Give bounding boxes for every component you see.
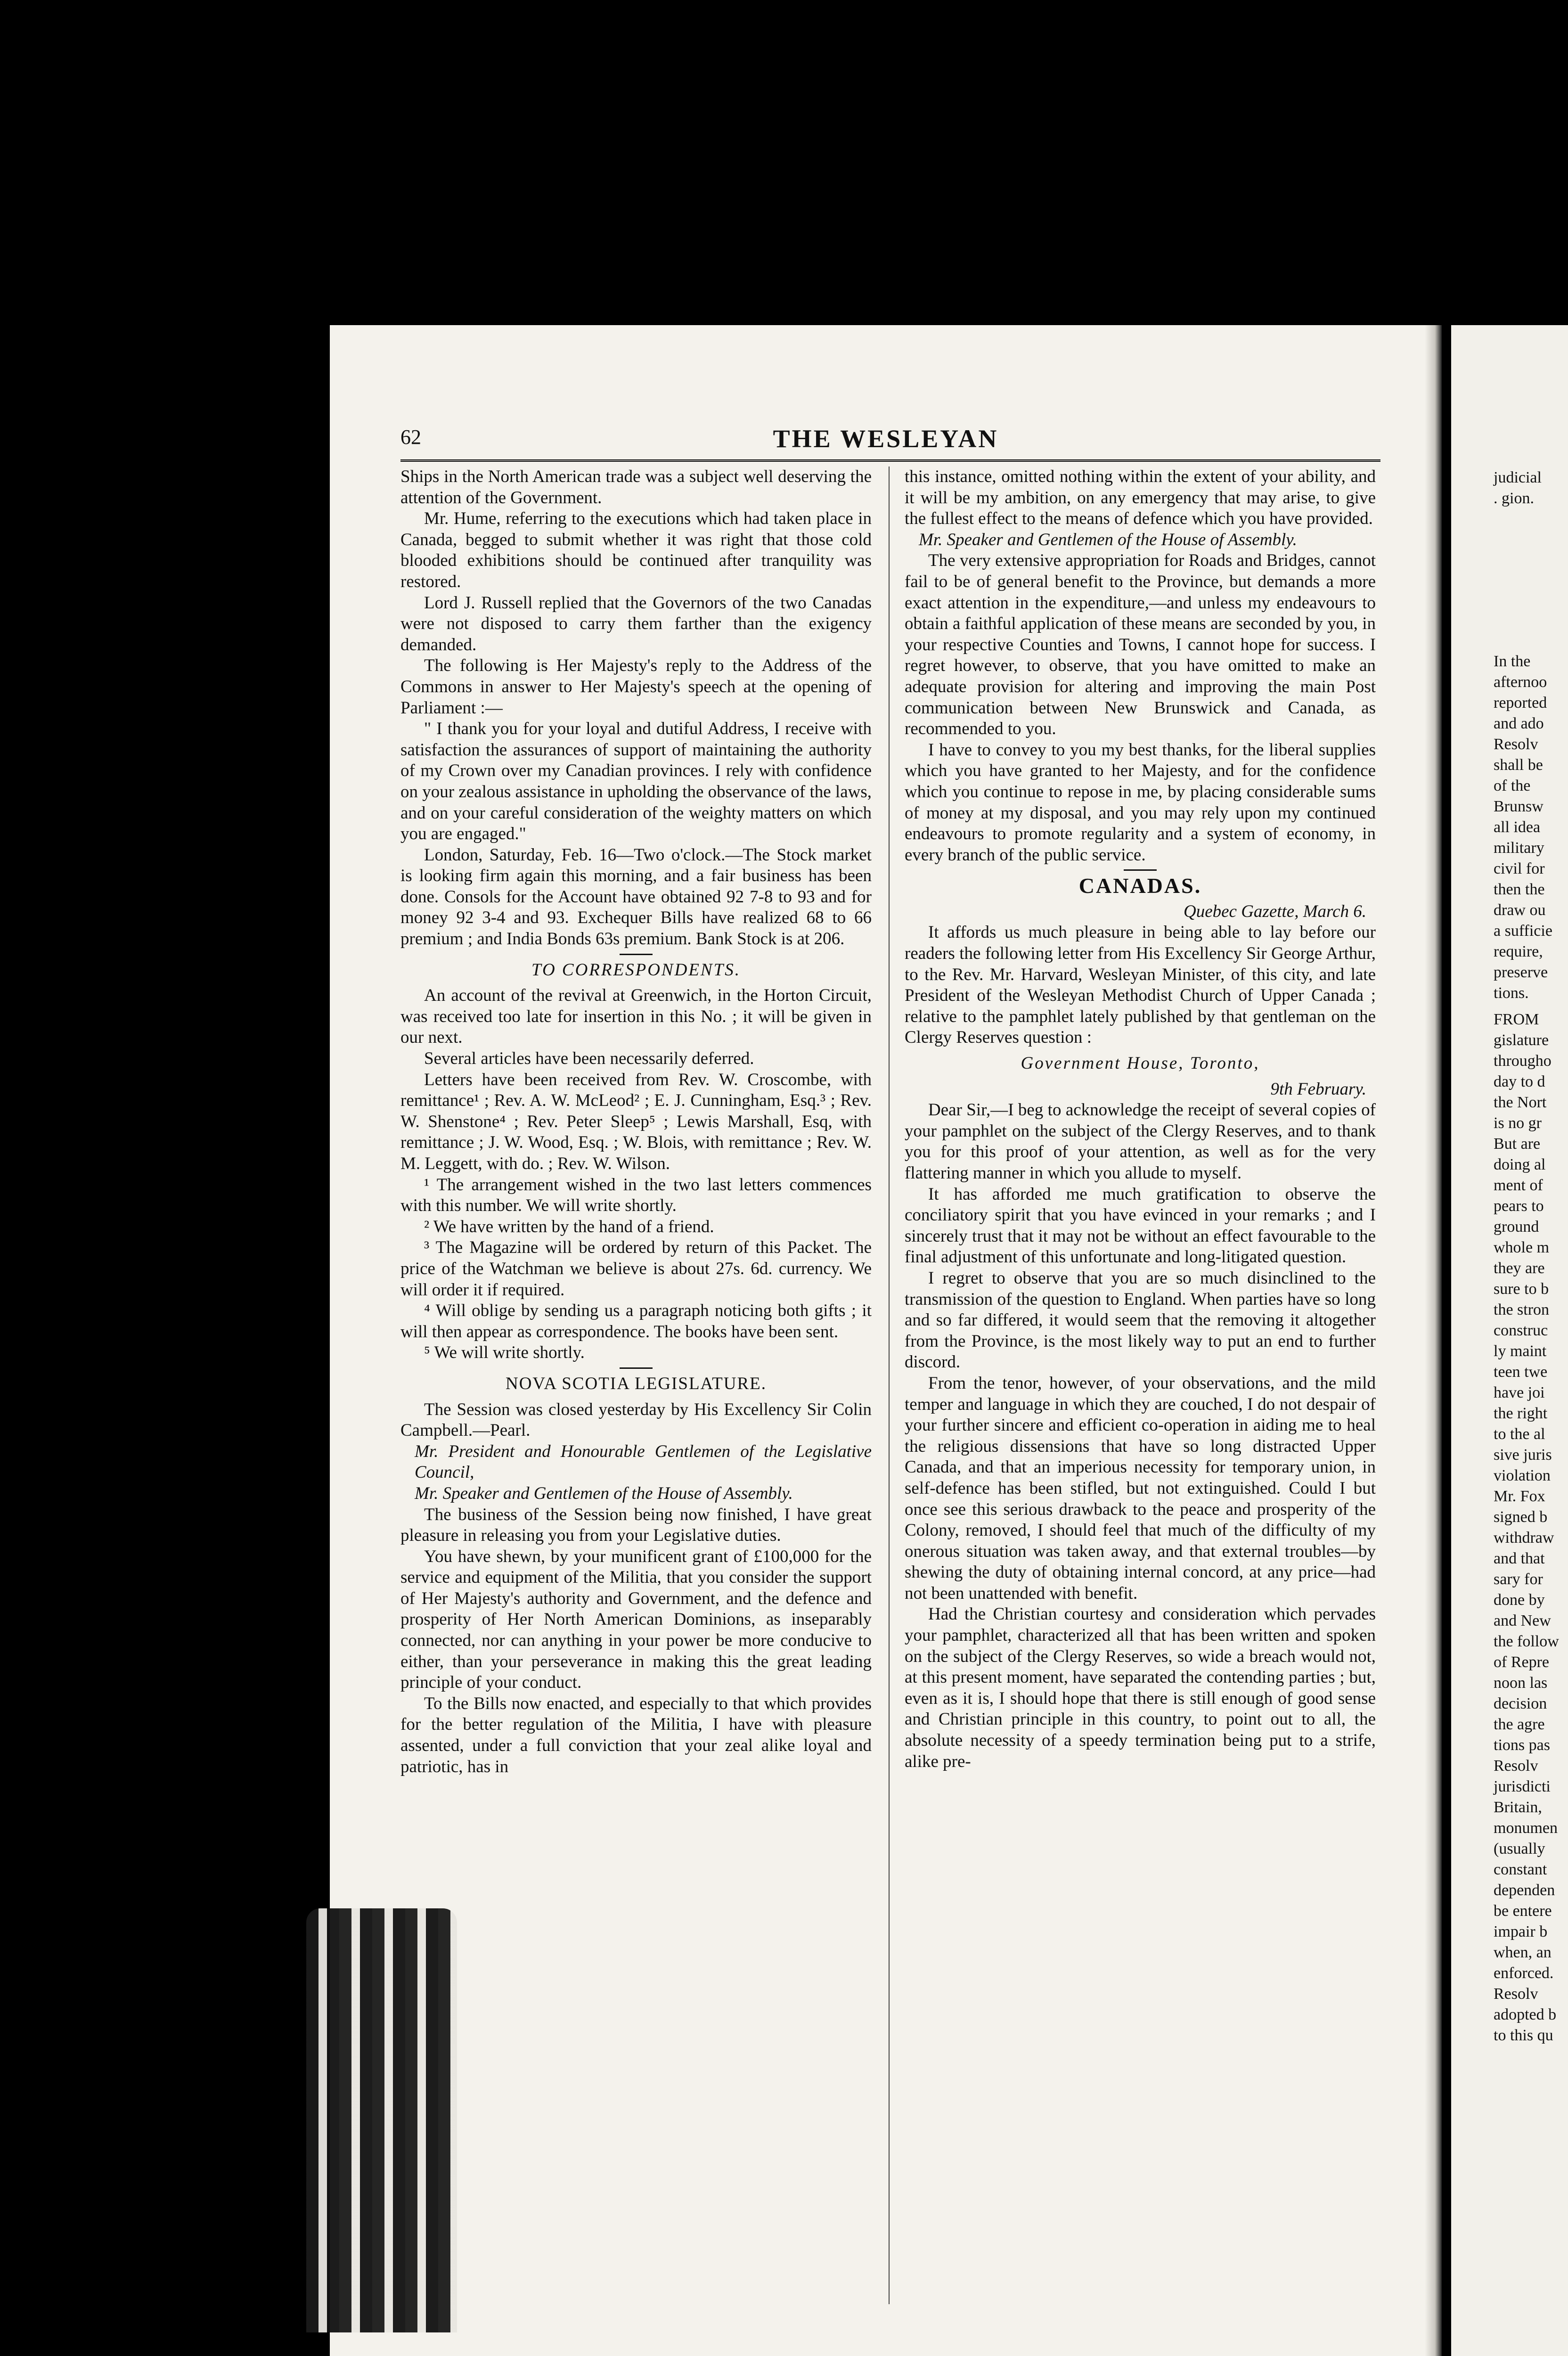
facing-page-line: FROM bbox=[1494, 1011, 1539, 1028]
header-rule bbox=[400, 459, 1380, 462]
address-line: Mr. Speaker and Gentlemen of the House of Assembly. bbox=[415, 1483, 793, 1503]
facing-page-line: and ado bbox=[1494, 715, 1544, 732]
column-divider bbox=[889, 466, 890, 2304]
paragraph: Mr. Hume, referring to the executions which had taken place in Canada, begged to submit whether it was right that those cold blooded exhibitions should be continued after tranquility was restored. bbox=[400, 509, 872, 591]
paragraph: this instance, omitted nothing within the extent of your ability, and it will be my ambition, on any emergency that may arise, to give the fullest effect to the means of defence which you have provided. bbox=[905, 467, 1376, 529]
paragraph: Had the Christian courtesy and consideration which pervades your pamphlet, characterized all that has been written and spoken on the subject of the Clergy Reserves, so wide a breach would not, at this present moment, have separated the contending parties ; but, even as it is, I should hope that there is still enough of good sense and Christian principle in this country, to point out to all, the absolute necessity of a speedy termination being put to a strife, alike pre- bbox=[905, 1604, 1376, 1771]
facing-page-line: civil for bbox=[1494, 860, 1545, 877]
facing-page-line: constant bbox=[1494, 1861, 1547, 1878]
facing-page-line: judicial bbox=[1494, 469, 1542, 486]
facing-page-line: Britain, bbox=[1494, 1799, 1542, 1816]
footnote: ⁴ Will oblige by sending us a paragraph noticing both gifts ; it will then appear as correspondence. The books have been sent. bbox=[400, 1301, 872, 1342]
paragraph: It affords us much pleasure in being able to lay before our readers the following letter from His Excellency Sir George Arthur, to the Rev. Mr. Harvard, Wesleyan Minister, of this city, and late President of the Wesleyan Methodist Church of Upper Canada ; relative to the pamphlet lately published by that gentleman on the Clergy Reserves question : bbox=[905, 923, 1376, 1047]
facing-page-line: signed b bbox=[1494, 1508, 1548, 1526]
facing-page-line: tions. bbox=[1494, 984, 1529, 1002]
quoted-reply: " I thank you for your loyal and dutiful Address, I receive with satisfaction the assurances of support of maintaining the authority of my Crown over my Canadian provinces. I rely with confidence on your zealous assistance in upholding the observance of the laws, and on your careful consideration of the weighty matters on which you are engaged." bbox=[400, 719, 872, 844]
facing-page-line: dependen bbox=[1494, 1882, 1555, 1899]
facing-page-line: withdraw bbox=[1494, 1529, 1554, 1546]
facing-page-line: Resolv bbox=[1494, 1985, 1538, 2003]
paragraph: Dear Sir,—I beg to acknowledge the receipt of several copies of your pamphlet on the subject of the Clergy Reserves, and to thank you for this proof of your attention, as well as for the very flattering manner in which you allude to myself. bbox=[905, 1100, 1376, 1183]
facing-page-line: doing al bbox=[1494, 1156, 1546, 1173]
footnote: ² We have written by the hand of a friend. bbox=[424, 1217, 714, 1236]
paragraph: The following is Her Majesty's reply to the Address of the Commons in answer to Her Majesty's speech at the opening of Parliament :— bbox=[400, 656, 872, 718]
facing-page-line: sary for bbox=[1494, 1571, 1543, 1588]
facing-page-line: reported bbox=[1494, 694, 1547, 712]
scan-border bbox=[0, 0, 330, 2356]
facing-page-line: be entere bbox=[1494, 1902, 1552, 1920]
facing-page-line: But are bbox=[1494, 1135, 1541, 1153]
right-column bbox=[905, 466, 1376, 1772]
facing-page-line: the stron bbox=[1494, 1301, 1550, 1318]
section-rule bbox=[620, 1367, 653, 1369]
facing-page-line: sure to b bbox=[1494, 1280, 1549, 1298]
facing-page-line: is no gr bbox=[1494, 1114, 1542, 1132]
facing-page-line: Brunsw bbox=[1494, 798, 1544, 815]
paragraph: You have shewn, by your munificent grant of £100,000 for the service and equipment of the Militia, that you consider the support of Her Majesty's authority and Government, and the defence and prosperity of Her North American Dominions, as inseparably connected, nor can anything in your power be more conducive to either, than your perseverance in making this the great leading principle of your conduct. bbox=[400, 1546, 872, 1693]
footnote: ¹ The arrangement wished in the two last letters commences with this number. We will write shortly. bbox=[400, 1175, 872, 1216]
paragraph: Letters have been received from Rev. W. Croscombe, with remittance¹ ; Rev. A. W. McLeod² ; E. J. Cunningham, Esq.³ ; Rev. W. Shenstone⁴ ; Rev. Peter Sleep⁵ ; Lewis Marshall, Esq, with remittance ; J. W. Wood, Esq. ; W. Blois, with remittance ; Rev. W. M. Leggett, with do. ; Rev. W. Wilson. bbox=[400, 1070, 872, 1173]
paragraph: It has afforded me much gratification to observe the conciliatory spirit that you have evinced in your remarks ; and I sincerely trust that it may not be without an effect favourable to the final adjustment of this unfortunate and long-litigated question. bbox=[905, 1184, 1376, 1267]
paragraph: Ships in the North American trade was a subject well deserving the attention of the Government. bbox=[400, 467, 872, 507]
paragraph: Several articles have been necessarily deferred. bbox=[424, 1049, 754, 1069]
paragraph: I have to convey to you my best thanks, for the liberal supplies which you have granted to her Majesty, and for the confidence which you continue to repose in me, by placing considerable sums of money at my disposal, and you may rely upon my continued endeavours to promote regularity and a system of economy, in every branch of the public service. bbox=[905, 740, 1376, 865]
paragraph: Lord J. Russell replied that the Governors of the two Canadas were not disposed to carry them farther than the exigency demanded. bbox=[400, 593, 872, 654]
facing-page-line: and that bbox=[1494, 1550, 1545, 1567]
facing-page-line: ground bbox=[1494, 1218, 1539, 1235]
letter-place: Government House, Toronto, bbox=[1021, 1054, 1260, 1073]
facing-page-line: the agre bbox=[1494, 1716, 1545, 1733]
facing-page-line: have joi bbox=[1494, 1384, 1545, 1401]
facing-page-line: teen twe bbox=[1494, 1363, 1548, 1381]
footnote: ³ The Magazine will be ordered by return of this Packet. The price of the Watchman we believe is about 27s. 6d. currency. We will order it if required. bbox=[400, 1238, 872, 1300]
facing-page-line: In the bbox=[1494, 653, 1531, 670]
newspaper-page bbox=[330, 325, 1442, 2356]
facing-page-line: the right bbox=[1494, 1405, 1548, 1422]
correspondents-heading: TO CORRESPONDENTS. bbox=[531, 960, 741, 980]
facing-page-line: gislature bbox=[1494, 1031, 1549, 1049]
facing-page-line: noon las bbox=[1494, 1674, 1548, 1692]
section-rule bbox=[620, 954, 653, 955]
facing-page-line: to the al bbox=[1494, 1425, 1545, 1443]
running-head: THE WESLEYAN bbox=[773, 425, 999, 453]
facing-page-line: the follow bbox=[1494, 1633, 1559, 1650]
facing-page-line: then the bbox=[1494, 881, 1545, 898]
paragraph: I regret to observe that you are so much disinclined to the transmission of the question to England. When parties have so long and so far differed, it would seem that the removing it altogether from the Province, is the most likely way to put an end to further discord. bbox=[905, 1268, 1376, 1372]
facing-page-line: done by bbox=[1494, 1591, 1545, 1609]
facing-page-line: all idea bbox=[1494, 818, 1541, 836]
facing-page-line: draw ou bbox=[1494, 901, 1546, 919]
facing-page-line: jurisdicti bbox=[1494, 1778, 1551, 1795]
facing-page-line: to this qu bbox=[1494, 2027, 1553, 2044]
facing-page-line: shall be bbox=[1494, 756, 1543, 774]
left-column bbox=[400, 466, 872, 1777]
facing-page-line: tions pas bbox=[1494, 1736, 1550, 1754]
legislature-heading: NOVA SCOTIA LEGISLATURE. bbox=[505, 1374, 767, 1393]
facing-page-line: the Nort bbox=[1494, 1094, 1547, 1111]
facing-page-line: . gion. bbox=[1494, 490, 1534, 507]
page-number: 62 bbox=[400, 425, 421, 449]
address-line: Mr. Speaker and Gentlemen of the House of Assembly. bbox=[919, 530, 1297, 549]
facing-page-line: a sufficie bbox=[1494, 922, 1552, 940]
section-rule bbox=[1124, 869, 1157, 871]
paragraph: The business of the Session being now finished, I have great pleasure in releasing you from your Legislative duties. bbox=[400, 1505, 872, 1546]
facing-page-line: day to d bbox=[1494, 1073, 1545, 1090]
facing-page-line: preserve bbox=[1494, 964, 1548, 981]
facing-page-line: and New bbox=[1494, 1612, 1551, 1629]
facing-page-line: enforced. bbox=[1494, 1964, 1554, 1982]
facing-page-line: construc bbox=[1494, 1322, 1548, 1339]
paragraph: To the Bills now enacted, and especially to that which provides for the better regulation of the Militia, I have with pleasure assented, under a full conviction that your zeal alike loyal and patriotic, has in bbox=[400, 1693, 872, 1776]
facing-page-line: ly maint bbox=[1494, 1342, 1547, 1360]
facing-page-line: of the bbox=[1494, 777, 1531, 794]
facing-page-line: monumen bbox=[1494, 1819, 1558, 1837]
book-binding bbox=[306, 1908, 457, 2332]
facing-page-line: military bbox=[1494, 839, 1544, 857]
facing-page-line: pears to bbox=[1494, 1197, 1544, 1215]
facing-page-line: (usually bbox=[1494, 1840, 1545, 1857]
source-line: Quebec Gazette, March 6. bbox=[1183, 901, 1366, 921]
paragraph: The very extensive appropriation for Roads and Bridges, cannot fail to be of general benefit to the Province, but demands a more exact attention in the expenditure,—and unless my endeavours to obtain a faithful application of these means are seconded by you, in your respective Counties and Towns, I cannot hope for success. I regret however, to observe, that you have omitted to make an adequate provision for altering and improving the main Post communication between New Brunswick and Canada, as recommended to you. bbox=[905, 551, 1376, 739]
facing-page-line: ment of bbox=[1494, 1177, 1543, 1194]
paragraph: From the tenor, however, of your observations, and the mild temper and language in which they are couched, I do not despair of your further sincere and efficient co-operation in aiding me to heal the religious dissensions that have so long distracted Upper Canada, and that an imperious necessity for temporary union, in self-defence has been stifled, but not extinguished. Could I but once see this serious drawback to the peace and prosperity of the Colony, removed, I should feel that much of the difficulty of my onerous situation was taken away, and that external troubles—by shewing the duty of obtaining internal concord, at any price—had not been unattended with benefit. bbox=[905, 1373, 1376, 1603]
facing-page-line: afternoo bbox=[1494, 673, 1547, 691]
letter-date: 9th February. bbox=[1270, 1079, 1366, 1099]
facing-page-line: when, an bbox=[1494, 1944, 1552, 1961]
facing-page-line: Resolv bbox=[1494, 1757, 1538, 1775]
paragraph: The Session was closed yesterday by His Excellency Sir Colin Campbell.—Pearl. bbox=[400, 1399, 872, 1440]
facing-page-line: require, bbox=[1494, 943, 1543, 960]
canadas-heading: CANADAS. bbox=[1078, 874, 1202, 898]
facing-page-line: they are bbox=[1494, 1260, 1545, 1277]
facing-page-line: decision bbox=[1494, 1695, 1547, 1712]
stock-report: London, Saturday, Feb. 16—Two o'clock.—The Stock market is looking firm again this morning, and a fair business has been done. Consols for the Account have obtained 92 7-8 to 93 and for money 92 3-4 and 93. Exchequer Bills have realized 68 to 66 premium ; and India Bonds 63s premium. Bank Stock is at 206. bbox=[400, 845, 872, 949]
facing-page-line: impair b bbox=[1494, 1923, 1548, 1940]
facing-page-line: Mr. Fox bbox=[1494, 1488, 1545, 1505]
facing-page-fragment bbox=[1451, 325, 1568, 2356]
facing-page-line: Resolv bbox=[1494, 736, 1538, 753]
facing-page-line: througho bbox=[1494, 1052, 1552, 1070]
paragraph: An account of the revival at Greenwich, in the Horton Circuit, was received too late for insertion in this No. ; it will be given in our next. bbox=[400, 986, 872, 1047]
facing-page-line: violation bbox=[1494, 1467, 1551, 1484]
facing-page-line: adopted b bbox=[1494, 2006, 1557, 2023]
footnote: ⁵ We will write shortly. bbox=[424, 1343, 585, 1363]
facing-page-line: whole m bbox=[1494, 1239, 1550, 1256]
facing-page-line: sive juris bbox=[1494, 1446, 1552, 1464]
address-line: Mr. President and Honourable Gentlemen of the Legislative Council, bbox=[415, 1441, 872, 1482]
facing-page-line: of Repre bbox=[1494, 1653, 1550, 1671]
